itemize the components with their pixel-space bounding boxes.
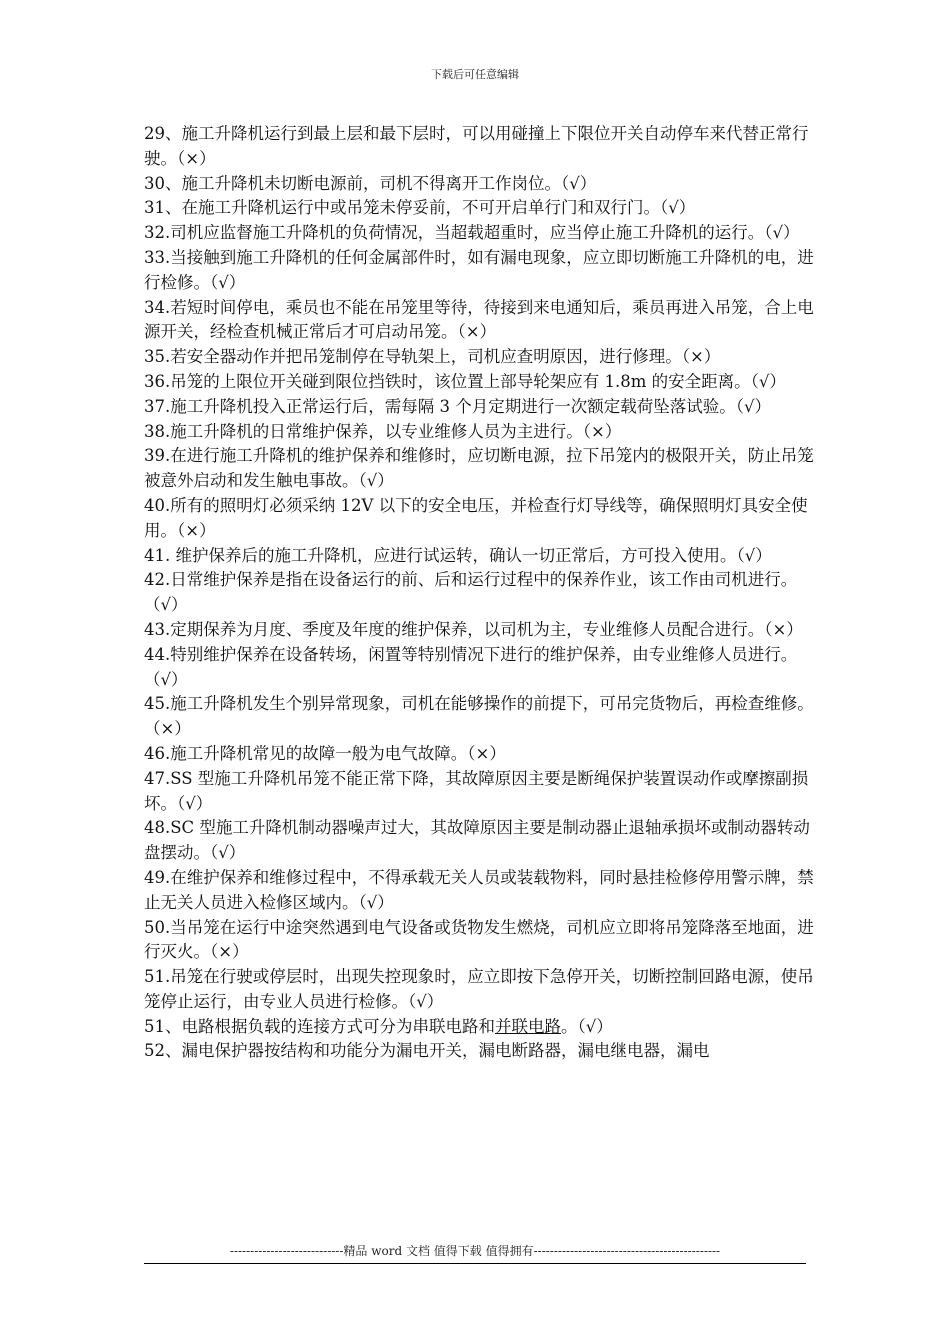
paragraph-38: 38.施工升降机的日常维护保养，以专业维修人员为主进行。（×） [144, 421, 622, 441]
paragraph-49: 49.在维护保养和维修过程中，不得承载无关人员或装载物料，同时悬挂检修停用警示牌，禁止无关人员进入检修区域内。（√） [144, 867, 814, 912]
paragraph-41: 41. 维护保养后的施工升降机，应进行试运转，确认一切正常后，方可投入使用。（√） [144, 545, 772, 565]
paragraph-32: 32.司机应监督施工升降机的负荷情况，当超载超重时，应当停止施工升降机的运行。（√） [144, 223, 800, 243]
paragraph-51: 51.吊笼在行驶或停层时，出现失控现象时，应立即按下急停开关，切断控制回路电源，使吊笼停止运行，由专业人员进行检修。（√） [144, 967, 814, 1011]
paragraph-46: 46.施工升降机常见的故障一般为电气故障。（×） [144, 743, 506, 763]
paragraph-51-circuit [144, 1015, 816, 1040]
paragraph-34: 34.若短时间停电，乘员也不能在吊笼里等待，待接到来电通知后，乘员再进入吊笼，合上电源开关，经检查机械正常后才可启动吊笼。（×） [144, 297, 814, 342]
paragraph-39: 39.在进行施工升降机的维护保养和维修时，应切断电源，拉下吊笼内的极限开关，防止吊笼被意外启动和发生触电事故。（√） [144, 446, 814, 491]
paragraph-48: 48.SC 型施工升降机制动器噪声过大，其故障原因主要是制动器止退轴承损坏或制动器转动盘摆动。（√） [144, 818, 810, 863]
paragraph-47: 47.SS 型施工升降机吊笼不能正常下降，其故障原因主要是断绳保护装置误动作或摩擦副损坏。（√） [144, 768, 809, 813]
paragraph-51-circuit-after: 。（√） [561, 1016, 613, 1036]
paragraph-35: 35.若安全器动作并把吊笼制停在导轨架上，司机应查明原因，进行修理。（×） [144, 347, 721, 367]
footer-rule [144, 1263, 806, 1264]
paragraph-52: 52、漏电保护器按结构和功能分为漏电开关，漏电断路器，漏电继电器，漏电 [144, 1041, 710, 1061]
paragraph-36: 36.吊笼的上限位开关碰到限位挡铁时，该位置上部导轮架应有 1.8m 的安全距离。（√） [144, 371, 786, 391]
paragraph-30: 30、施工升降机未切断电源前，司机不得离开工作岗位。（√） [144, 173, 597, 193]
paragraph-31: 31、在施工升降机运行中或吊笼未停妥前，不可开启单行门和双行门。（√） [144, 198, 696, 218]
page-header: 下载后可任意编辑 [431, 68, 519, 81]
paragraph-33: 33.当接触到施工升降机的任何金属部件时，如有漏电现象，应立即切断施工升降机的电，进行检修。（√） [144, 247, 814, 292]
paragraph-51-circuit-before: 51、电路根据负载的连接方式可分为串联电路和 [144, 1016, 495, 1036]
paragraph-37: 37.施工升降机投入正常运行后，需每隔 3 个月定期进行一次额定载荷坠落试验。（√） [144, 396, 771, 416]
paragraph-40: 40.所有的照明灯必须采纳 12V 以下的安全电压，并检查行灯导线等，确保照明灯具安全使用。（×） [144, 495, 808, 540]
paragraph-44: 44.特别维护保养在设备转场，闲置等特别情况下进行的维护保养，由专业维修人员进行。（√） [144, 644, 798, 689]
paragraph-51-circuit-underlined: 并联电路 [495, 1016, 561, 1036]
paragraph-42: 42.日常维护保养是指在设备运行的前、后和运行过程中的保养作业，该工作由司机进行。（√） [144, 570, 798, 615]
paragraph-50: 50.当吊笼在运行中途突然遇到电气设备或货物发生燃烧，司机应立即将吊笼降落至地面，进行灭火。（×） [144, 917, 814, 962]
page-footer: ----------------------------精品 word 文档 值得下载 值得拥有---------------------------------------------- [229, 1244, 721, 1258]
paragraph-45: 45.施工升降机发生个别异常现象，司机在能够操作的前提下，可吊完货物后，再检查维修。（×） [144, 694, 814, 739]
paragraph-43: 43.定期保养为月度、季度及年度的维护保养，以司机为主，专业维修人员配合进行。（×） [144, 619, 803, 639]
document-body [144, 122, 816, 1064]
paragraph-29: 29、施工升降机运行到最上层和最下层时，可以用碰撞上下限位开关自动停车来代替正常行驶。（×） [144, 124, 809, 168]
